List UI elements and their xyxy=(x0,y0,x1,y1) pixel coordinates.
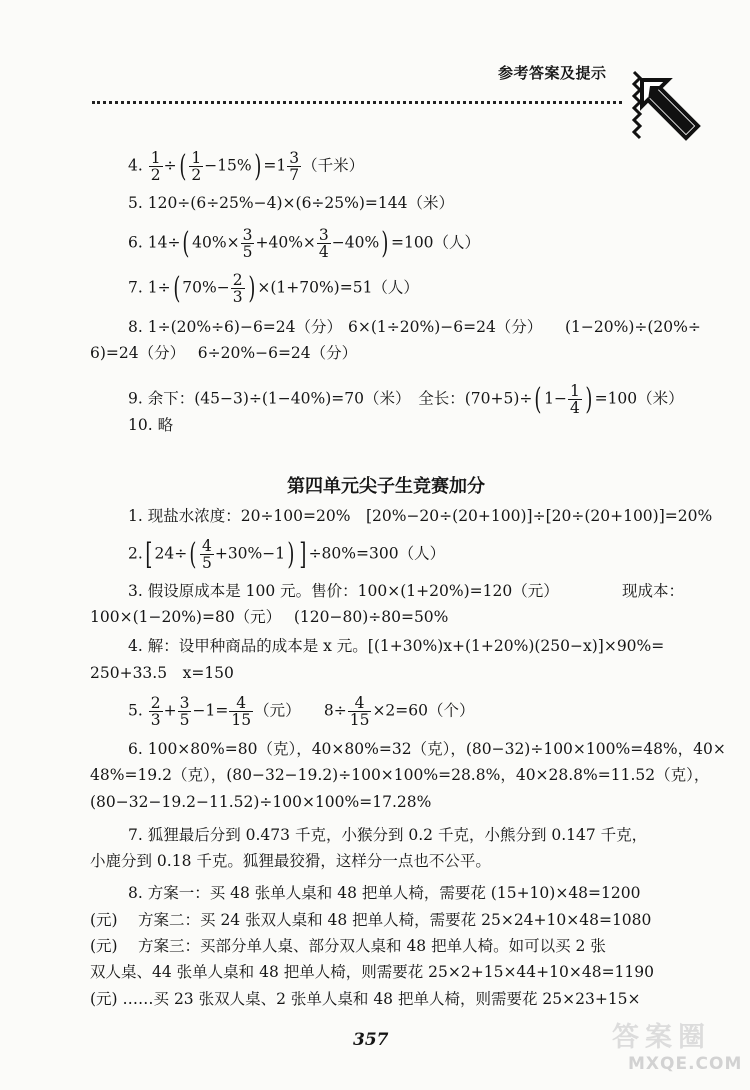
label: 2. xyxy=(128,544,143,563)
unit: =100（人） xyxy=(390,233,481,252)
den: 5 xyxy=(201,554,212,572)
num: 3 xyxy=(289,149,300,167)
op: 1− xyxy=(544,389,567,408)
num: 1 xyxy=(191,149,202,167)
section-title: 第四单元尖子生竞赛加分 xyxy=(287,476,485,497)
contest-answer-3-line2: 100×(1−20%)=80（元） (120−80)÷80=50% xyxy=(90,608,449,626)
num: 1 xyxy=(569,382,580,400)
op: =1 xyxy=(263,156,287,175)
den: 7 xyxy=(289,166,300,184)
bracket: [ xyxy=(145,536,153,572)
den: 5 xyxy=(242,243,253,261)
contest-answer-3-part1: 3. 假设原成本是 100 元。售价：100×(1+20%)=120（元） xyxy=(128,582,559,600)
op: −40% xyxy=(331,233,380,252)
contest-answer-2 xyxy=(128,538,445,571)
fraction xyxy=(568,383,582,416)
op: −15% xyxy=(204,156,252,175)
paren: ( xyxy=(172,270,180,306)
num: 3 xyxy=(318,226,329,244)
unit: =100（米） xyxy=(594,389,684,408)
unit: ×2=60（个） xyxy=(372,701,475,720)
den: 2 xyxy=(191,166,202,184)
contest-answer-5 xyxy=(128,695,475,728)
paren: ) xyxy=(247,270,255,306)
corner-arrow-icon xyxy=(620,60,720,150)
label: 9. 余下：(45−3)÷(1−40%)=70（米） xyxy=(128,389,403,408)
answer-8-part2: 6×(1÷20%)−6=24（分） xyxy=(348,318,543,336)
fraction xyxy=(317,227,331,260)
label: 7. 1÷ xyxy=(128,278,171,297)
den: 5 xyxy=(179,711,190,729)
fraction xyxy=(241,227,255,260)
op: + xyxy=(163,701,177,720)
num: 3 xyxy=(179,694,190,712)
bracket: ] xyxy=(299,536,307,572)
contest-answer-6-line3: (80−32−19.2−11.52)÷100×100%=17.28% xyxy=(90,793,432,811)
paren: ( xyxy=(182,225,190,261)
watermark-logo: 答案圈 xyxy=(612,1022,711,1053)
op: 40%× xyxy=(192,233,240,252)
fraction xyxy=(178,695,192,728)
den: 3 xyxy=(232,288,243,306)
op: −1= xyxy=(192,701,229,720)
num: 4 xyxy=(229,695,253,712)
answer-8-part3: (1−20%)÷(20%÷ xyxy=(565,318,701,336)
answer-9 xyxy=(128,383,684,416)
num: 2 xyxy=(150,694,161,712)
contest-answer-4-line1: 4. 解：设甲种商品的成本是 x 元。[(1+30%)x+(1+20%)(250−x)]×90%= xyxy=(128,637,665,655)
unit: ÷80%=300（人） xyxy=(308,544,446,563)
num: 4 xyxy=(201,537,212,555)
den: 3 xyxy=(150,711,161,729)
op: +40%× xyxy=(255,233,316,252)
label: 4. xyxy=(128,156,143,175)
answer-4 xyxy=(128,150,364,183)
paren: ) xyxy=(381,225,389,261)
contest-answer-8-line1: 8. 方案一：买 48 张单人桌和 48 把单人椅，需要花 (15+10)×48=1200 xyxy=(128,884,641,902)
paren: ) xyxy=(254,148,262,184)
op: ÷ xyxy=(163,156,177,175)
contest-answer-8-line2: (元) 方案二：买 24 张双人桌和 48 把单人椅，需要花 25×24+10×48=1080 xyxy=(90,911,652,929)
fraction xyxy=(231,272,245,305)
contest-answer-6-line2: 48%=19.2（克），(80−32−19.2)÷100×100%=28.8%，40×28.8%=11.52（克）， xyxy=(90,766,710,784)
contest-answer-7-line2: 小鹿分到 0.18 千克。狐狸最狡猾，这样分一点也不公平。 xyxy=(90,852,491,870)
contest-answer-8-line3: (元) 方案三：买部分单人桌、部分双人桌和 48 把单人椅。如可以买 2 张 xyxy=(90,937,606,955)
fraction xyxy=(149,695,163,728)
fraction xyxy=(189,150,203,183)
op: 24÷ xyxy=(154,544,188,563)
den: 4 xyxy=(569,399,580,417)
running-header: 参考答案及提示 xyxy=(498,64,607,82)
fraction xyxy=(348,695,372,728)
answer-7 xyxy=(128,272,419,305)
page-number: 357 xyxy=(353,1030,389,1050)
den: 15 xyxy=(231,711,252,729)
num: 4 xyxy=(348,695,372,712)
contest-answer-1: 1. 现盐水浓度：20÷100=20% [20%−20÷(20+100)]÷[20÷(20+100)]=20% xyxy=(128,507,713,525)
fraction xyxy=(149,150,163,183)
contest-answer-6-line1: 6. 100×80%=80（克），40×80%=32（克），(80−32)÷100×100%=48%，40× xyxy=(128,740,726,758)
answer-10: 10. 略 xyxy=(128,416,174,434)
den: 15 xyxy=(349,711,370,729)
den: 4 xyxy=(318,243,329,261)
label: 5. xyxy=(128,701,143,720)
paren: ( xyxy=(178,148,186,184)
op: 8÷ xyxy=(323,701,347,720)
op: +30%−1 xyxy=(214,544,286,563)
num: 3 xyxy=(242,226,253,244)
watermark-url: MXQE.COM xyxy=(628,1054,743,1074)
contest-answer-7-line1: 7. 狐狸最后分到 0.473 千克，小猴分到 0.2 千克，小熊分到 0.147 千克， xyxy=(128,826,648,844)
answer-8-line2: 6)=24（分） 6÷20%−6=24（分） xyxy=(90,344,358,362)
num: 2 xyxy=(232,271,243,289)
paren: ( xyxy=(534,381,542,417)
answer-8-part1: 8. 1÷(20%÷6)−6=24（分） xyxy=(128,318,343,336)
unit: （千米） xyxy=(302,156,365,175)
unit: （元） xyxy=(254,701,293,720)
contest-answer-8-line4: 双人桌、44 张单人桌和 48 把单人椅，则需要花 25×2+15×44+10×48=1190 xyxy=(90,963,655,981)
contest-answer-3-part2: 现成本： xyxy=(622,582,685,600)
num: 1 xyxy=(150,149,161,167)
header-divider xyxy=(92,101,622,104)
op: 全长：(70+5)÷ xyxy=(418,389,533,408)
answer-5: 5. 120÷(6÷25%−4)×(6÷25%)=144（米） xyxy=(128,194,454,212)
paren: ) xyxy=(585,381,593,417)
contest-answer-8-line5: (元) ……买 23 张双人桌、2 张单人桌和 48 把单人椅，则需要花 25×23+15× xyxy=(90,990,641,1008)
fraction xyxy=(287,150,301,183)
fraction xyxy=(200,538,214,571)
fraction xyxy=(229,695,253,728)
answer-6 xyxy=(128,227,480,260)
op: 70%− xyxy=(182,278,230,297)
paren: ) xyxy=(287,536,295,572)
contest-answer-4-line2: 250+33.5 x=150 xyxy=(90,664,234,682)
den: 2 xyxy=(150,166,161,184)
paren: ( xyxy=(189,536,197,572)
unit: ×(1+70%)=51（人） xyxy=(257,278,419,297)
label: 6. 14÷ xyxy=(128,233,181,252)
